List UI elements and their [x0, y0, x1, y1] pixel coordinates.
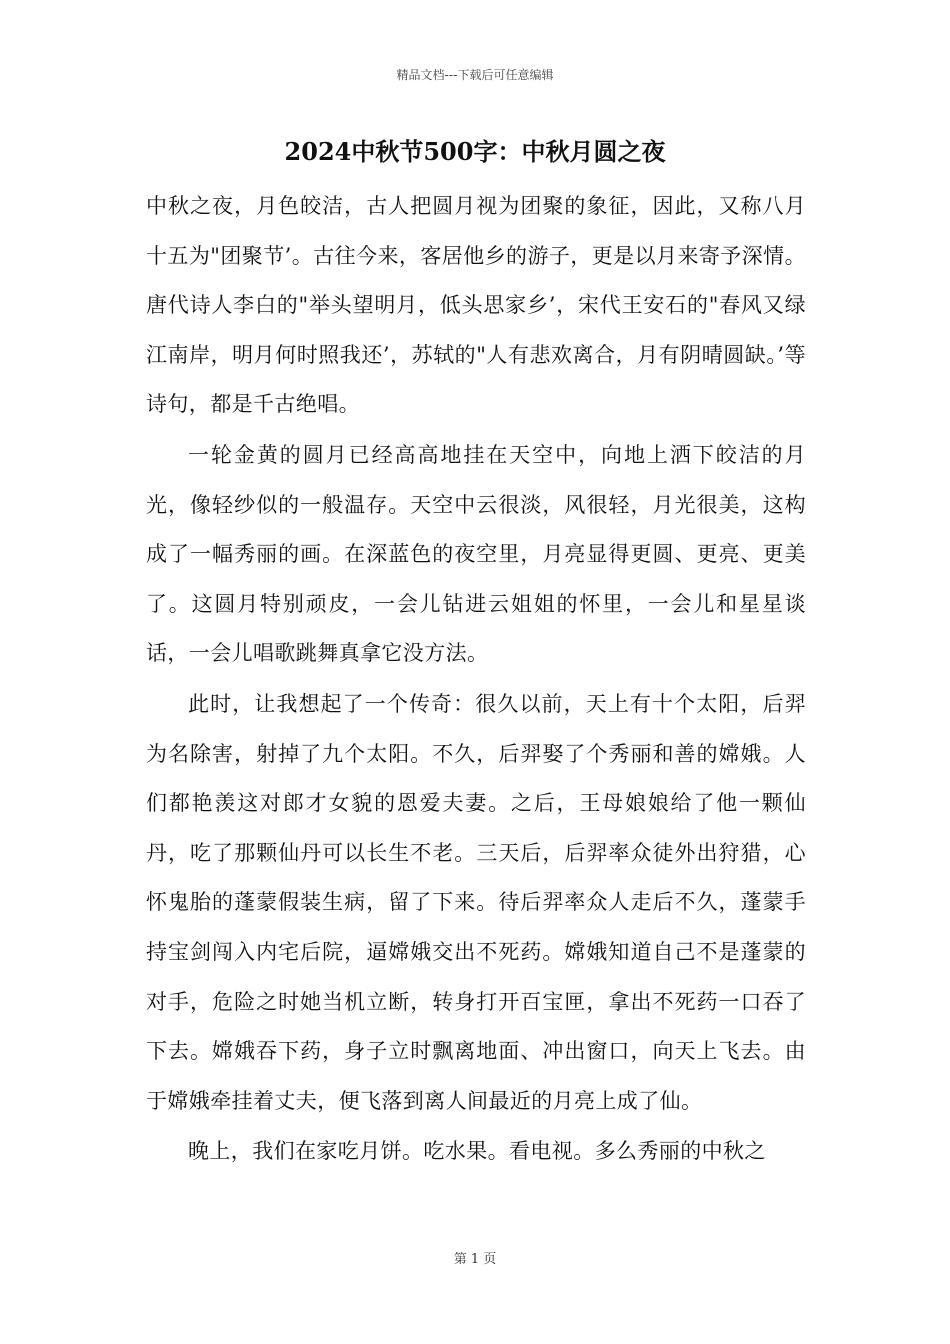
- paragraph-3: 此时，让我想起了一个传奇：很久以前，天上有十个太阳，后羿为名除害，射掉了九个太阳。不久，后羿娶了个秀丽和善的嫦娥。人们都艳羡这对郎才女貌的恩爱夫妻。之后，王母娘娘给了他一颗仙丹，吃了那颗仙丹可以长生不老。三天后，后羿率众徒外出狩猎，心怀鬼胎的蓬蒙假装生病，留了下来。待后羿率众人走后不久，蓬蒙手持宝剑闯入内宅后院，逼嫦娥交出不死药。嫦娥知道自己不是蓬蒙的对手，危险之时她当机立断，转身打开百宝匣，拿出不死药一口吞了下去。嫦娥吞下药，身子立时飘离地面、冲出窗口，向天上飞去。由于嫦娥牵挂着丈夫，便飞落到离人间最近的月亮上成了仙。: [146, 691, 806, 1113]
- page-header: 精品文档---下载后可任意编辑: [396, 68, 554, 82]
- document-title: 2024中秋节500字：中秋月圆之夜: [284, 137, 666, 166]
- page-number: 第 1 页: [453, 1252, 497, 1267]
- paragraph-2: 一轮金黄的圆月已经高高地挂在天空中，向地上洒下皎洁的月光，像轻纱似的一般温存。天空中云很淡，风很轻，月光很美，这构成了一幅秀丽的画。在深蓝色的夜空里，月亮显得更圆、更亮、更美了。这圆月特别顽皮，一会儿钻进云姐姐的怀里，一会儿和星星谈话，一会儿唱歌跳舞真拿它没方法。: [146, 442, 806, 666]
- paragraph-1: 中秋之夜，月色皎洁，古人把圆月视为团聚的象征，因此，又称八月十五为"团聚节’。古往今来，客居他乡的游子，更是以月来寄予深情。唐代诗人李白的"举头望明月，低头思家乡’，宋代王安石的"春风又绿江南岸，明月何时照我还’，苏轼的"人有悲欢离合，月有阴晴圆缺。’等诗句，都是千古绝唱。: [146, 194, 806, 417]
- paragraph-4: 晚上，我们在家吃月饼。吃水果。看电视。多么秀丽的中秋之: [188, 1139, 766, 1164]
- document-body: [146, 182, 806, 1178]
